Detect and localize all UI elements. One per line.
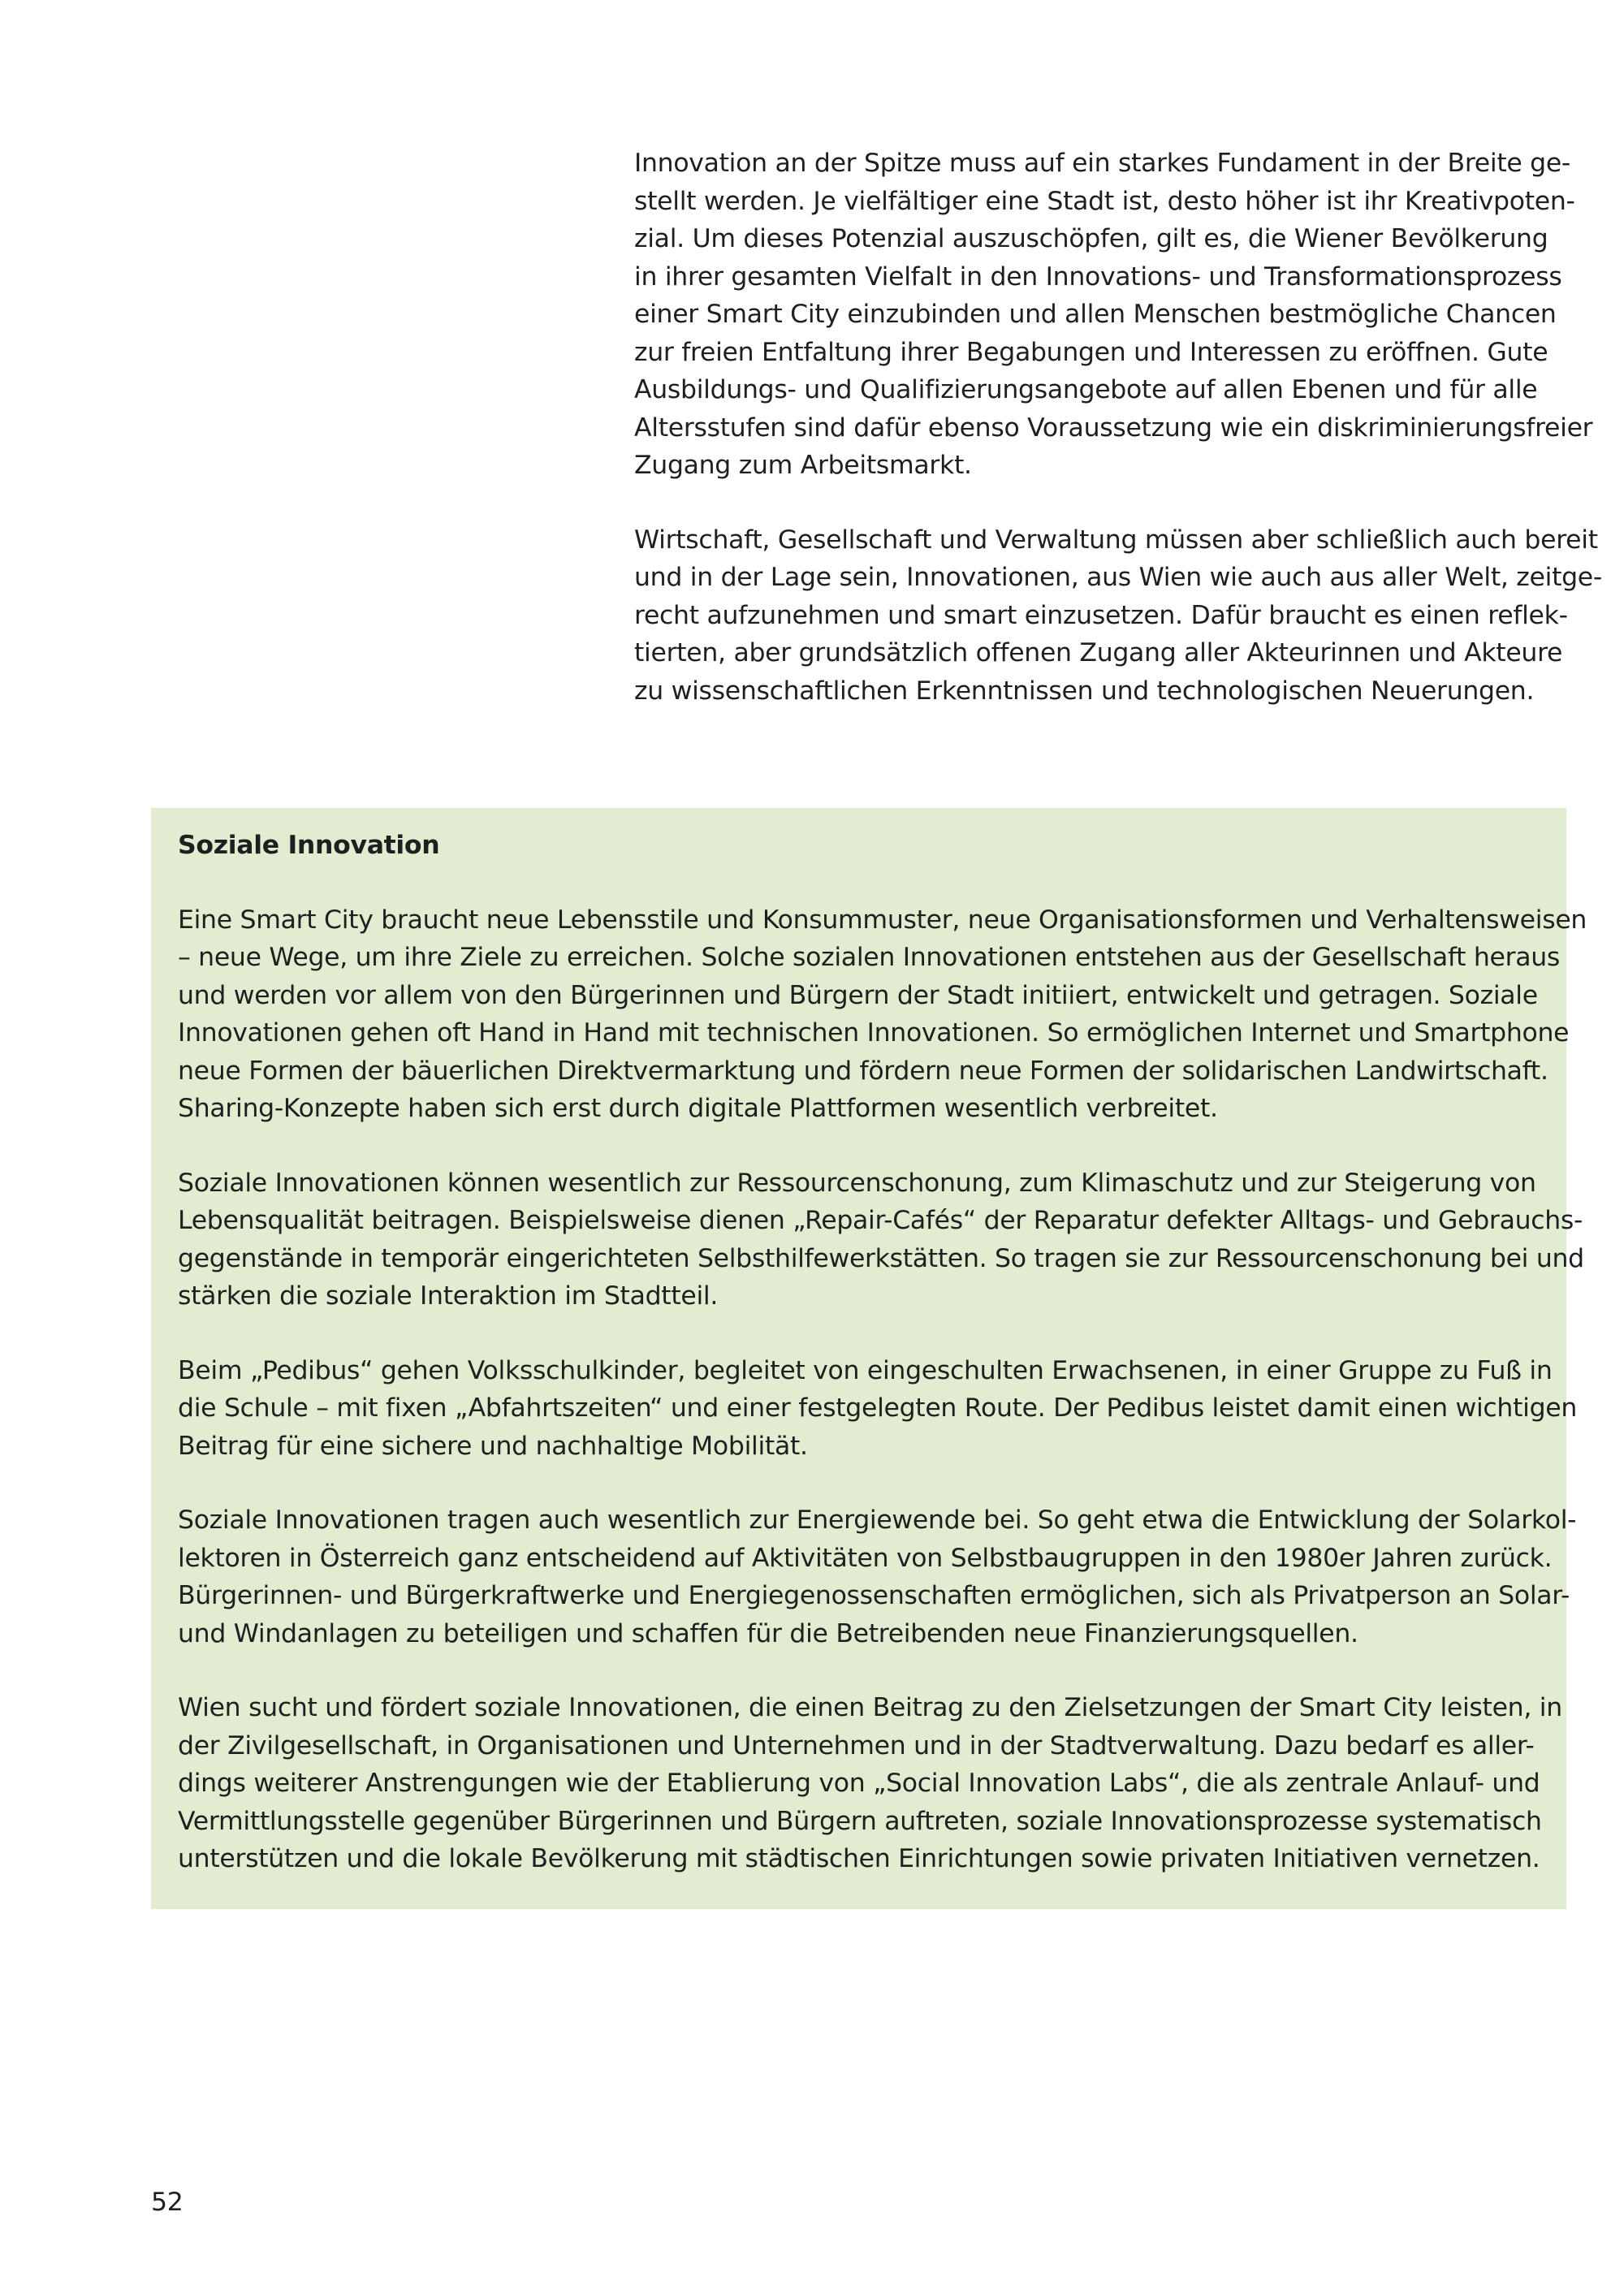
text-line: einer Smart City einzubinden und allen Menschen bestmögliche Chancen (634, 300, 1557, 329)
text-line: recht aufzunehmen und smart einzusetzen. Dafür braucht es einen reflek- (634, 600, 1568, 630)
text-line: Eine Smart City braucht neue Lebensstile und Konsummuster, neue Organisationsformen und Verhaltensweisen (178, 905, 1587, 935)
text-line: Innovationen gehen oft Hand in Hand mit technischen Innovationen. So ermöglichen Internet und Smartphone (178, 1018, 1570, 1048)
text-line: Altersstufen sind dafür ebenso Voraussetzung wie ein diskriminierungsfreier (634, 413, 1593, 443)
text-line: Ausbildungs- und Qualifizierungsangebote auf allen Ebenen und für alle (634, 375, 1538, 404)
infobox-paragraph (178, 1164, 1584, 1315)
text-line: zu wissenschaftlichen Erkenntnissen und technologischen Neuerungen. (634, 676, 1535, 706)
text-line: zial. Um dieses Potenzial auszuschöpfen, gilt es, die Wiener Bevölkerung (634, 224, 1548, 253)
infobox-paragraph (178, 1689, 1562, 1878)
text-line: Wirtschaft, Gesellschaft und Verwaltung müssen aber schließlich auch bereit (634, 525, 1598, 555)
text-line: Innovation an der Spitze muss auf ein starkes Fundament in der Breite ge- (634, 149, 1570, 178)
text-line: und in der Lage sein, Innovationen, aus Wien wie auch aus aller Welt, zeitge- (634, 563, 1602, 592)
text-line: Bürgerinnen- und Bürgerkraftwerke und Energiegenossenschaften ermöglichen, sich als Privatperson an Solar- (178, 1581, 1570, 1610)
page-number: 52 (151, 2188, 184, 2217)
text-line: Beitrag für eine sichere und nachhaltige Mobilität. (178, 1431, 808, 1461)
text-line: Wien sucht und fördert soziale Innovationen, die einen Beitrag zu den Zielsetzungen der Smart City leisten, in (178, 1693, 1562, 1722)
text-line: die Schule – mit fixen „Abfahrtszeiten“ und einer festgelegten Route. Der Pedibus leistet damit einen wichtigen (178, 1393, 1578, 1423)
infobox-paragraph (178, 901, 1587, 1128)
intro-text-column (634, 145, 1602, 710)
text-line: neue Formen der bäuerlichen Direktvermarktung und fördern neue Formen der solidarischen Landwirtschaft. (178, 1056, 1548, 1086)
text-line: lektoren in Österreich ganz entscheidend auf Aktivitäten von Selbstbaugruppen in den 1980er Jahren zurück. (178, 1543, 1553, 1573)
text-line: und Windanlagen zu beteiligen und schaffen für die Betreibenden neue Finanzierungsquellen. (178, 1618, 1358, 1648)
text-line: Zugang zum Arbeitsmarkt. (634, 451, 972, 480)
text-line: gegenstände in temporär eingerichteten Selbsthilfewerkstätten. So tragen sie zur Ressourcenschonung bei und (178, 1243, 1584, 1273)
text-line: unterstützen und die lokale Bevölkerung mit städtischen Einrichtungen sowie privaten Initiativen vernetzen. (178, 1844, 1540, 1873)
text-line: Soziale Innovationen tragen auch wesentlich zur Energiewende bei. So geht etwa die Entwicklung der Solarkol- (178, 1506, 1577, 1535)
text-line: stärken die soziale Interaktion im Stadtteil. (178, 1281, 719, 1311)
text-line: Sharing-Konzepte haben sich erst durch digitale Plattformen wesentlich verbreitet. (178, 1094, 1218, 1123)
text-line: zur freien Entfaltung ihrer Begabungen und Interessen zu eröffnen. Gute (634, 337, 1548, 367)
intro-paragraph (634, 521, 1602, 711)
text-line: stellt werden. Je vielfältiger eine Stadt ist, desto höher ist ihr Kreativpoten- (634, 186, 1575, 216)
infobox-paragraph (178, 1352, 1578, 1466)
text-line: in ihrer gesamten Vielfalt in den Innovations- und Transformationsprozess (634, 261, 1562, 292)
text-line: Beim „Pedibus“ gehen Volksschulkinder, begleitet von eingeschulten Erwachsenen, in einer Gruppe zu Fuß in (178, 1355, 1553, 1385)
text-line: tierten, aber grundsätzlich offenen Zugang aller Akteurinnen und Akteure (634, 638, 1563, 667)
text-line: Soziale Innovationen können wesentlich zur Ressourcenschonung, zum Klimaschutz und zur Steigerung von (178, 1168, 1536, 1198)
social-innovation-infobox (151, 808, 1587, 1909)
text-line: Lebensqualität beitragen. Beispielsweise dienen „Repair-Cafés“ der Reparatur defekter Alltags- und Gebrauchs- (178, 1206, 1583, 1235)
text-line: dings weiterer Anstrengungen wie der Etablierung von „Social Innovation Labs“, die als zentrale Anlauf- und (178, 1769, 1540, 1798)
text-line: – neue Wege, um ihre Ziele zu erreichen. Solche sozialen Innovationen entstehen aus der Gesellschaft heraus (178, 943, 1561, 972)
infobox-paragraph (178, 1501, 1577, 1652)
intro-paragraph (634, 145, 1593, 485)
text-line: Vermittlungsstelle gegenüber Bürgerinnen und Bürgern auftreten, soziale Innovationsprozesse systematisch (178, 1806, 1542, 1836)
infobox-title: Soziale Innovation (178, 831, 440, 860)
text-line: und werden vor allem von den Bürgerinnen und Bürgern der Stadt initiiert, entwickelt und getragen. Soziale (178, 980, 1538, 1010)
text-line: der Zivilgesellschaft, in Organisationen und Unternehmen und in der Stadtverwaltung. Dazu bedarf es aller- (178, 1730, 1535, 1760)
